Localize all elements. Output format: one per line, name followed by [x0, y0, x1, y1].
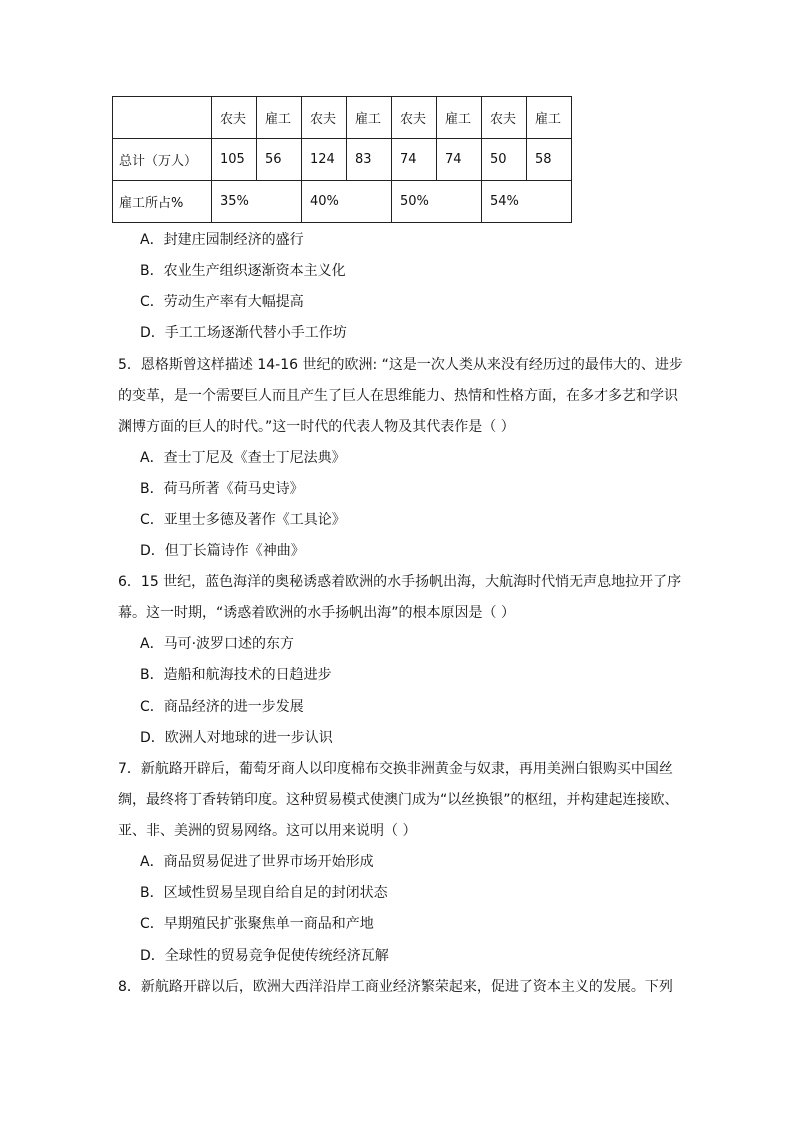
table-header-cell: 雇工 — [257, 97, 302, 139]
question-option: D．手工工场逐渐代替小手工作坊 — [140, 325, 347, 341]
table-header-cell: 雇工 — [437, 97, 482, 139]
table-cell — [113, 97, 212, 139]
table-header-cell: 农夫 — [482, 97, 527, 139]
question-text: 绸，最终将丁香转销印度。这种贸易模式使澳门成为“以丝换银”的枢纽，并构建起连接欧、 — [118, 792, 679, 808]
table-cell: 40% — [302, 181, 392, 223]
table-header-cell: 雇工 — [347, 97, 392, 139]
table-cell: 54% — [482, 181, 572, 223]
question-option: B．荷马所著《荷马史诗》 — [140, 481, 304, 497]
table-row-label: 总计（万人） — [113, 139, 212, 181]
question-option: D．欧洲人对地球的进一步认识 — [140, 730, 333, 746]
question-text: 7．新航路开辟后，葡萄牙商人以印度棉布交换非洲黄金与奴隶，再用美洲白银购买中国丝 — [118, 761, 673, 777]
table-row — [113, 181, 572, 223]
table-header-cell: 雇工 — [527, 97, 572, 139]
table-cell: 83 — [347, 139, 392, 181]
table-cell: 105 — [212, 139, 257, 181]
table-cell: 56 — [257, 139, 302, 181]
question-text: 6．15 世纪，蓝色海洋的奥秘诱惑着欧洲的水手扬帆出海，大航海时代悄无声息地拉开了序 — [118, 574, 682, 590]
table-header-cell: 农夫 — [392, 97, 437, 139]
question-option: B．造船和航海技术的日趋进步 — [140, 667, 332, 683]
table-row-label: 雇工所占% — [113, 181, 212, 223]
question-option: D．全球性的贸易竞争促使传统经济瓦解 — [140, 948, 389, 964]
question-option: D．但丁长篇诗作《神曲》 — [140, 543, 305, 559]
question-text: 渊博方面的巨人的时代。”这一时代的代表人物及其代表作是（ ） — [118, 419, 515, 435]
question-text: 5．恩格斯曾这样描述 14-16 世纪的欧洲: “这是一次人类从来没有经历过的最伟大的、进步 — [118, 357, 683, 373]
table-header-row — [113, 97, 572, 139]
table-row — [113, 139, 572, 181]
question-text: 亚、非、美洲的贸易网络。这可以用来说明（ ） — [118, 823, 417, 839]
question-option: A．商品贸易促进了世界市场开始形成 — [140, 854, 374, 870]
question-text: 8．新航路开辟以后，欧洲大西洋沿岸工商业经济繁荣起来，促进了资本主义的发展。下列 — [118, 979, 673, 995]
question-option: A．查士丁尼及《查士丁尼法典》 — [140, 450, 346, 466]
question-option: A．封建庄园制经济的盛行 — [140, 232, 304, 248]
question-option: C．亚里士多德及著作《工具论》 — [140, 512, 346, 528]
question-option: A．马可·波罗口述的东方 — [140, 636, 295, 652]
table-header-cell: 农夫 — [212, 97, 257, 139]
question-option: B．农业生产组织逐渐资本主义化 — [140, 263, 346, 279]
question-option: C．早期殖民扩张聚焦单一商品和产地 — [140, 916, 374, 932]
table-cell: 74 — [392, 139, 437, 181]
question-text: 幕。这一时期，“诱惑着欧洲的水手扬帆出海”的根本原因是（ ） — [118, 605, 515, 621]
table-cell: 58 — [527, 139, 572, 181]
table-cell: 124 — [302, 139, 347, 181]
question-option: C．商品经济的进一步发展 — [140, 699, 304, 715]
table-header-cell: 农夫 — [302, 97, 347, 139]
table-cell: 35% — [212, 181, 302, 223]
table-cell: 50% — [392, 181, 482, 223]
question-text: 的变革，是一个需要巨人而且产生了巨人在思维能力、热情和性格方面，在多才多艺和学识 — [118, 388, 678, 404]
farmer-hired-labor-table — [112, 96, 572, 223]
table-cell: 74 — [437, 139, 482, 181]
question-option: C．劳动生产率有大幅提高 — [140, 294, 304, 310]
question-option: B．区域性贸易呈现自给自足的封闭状态 — [140, 885, 388, 901]
table-cell: 50 — [482, 139, 527, 181]
